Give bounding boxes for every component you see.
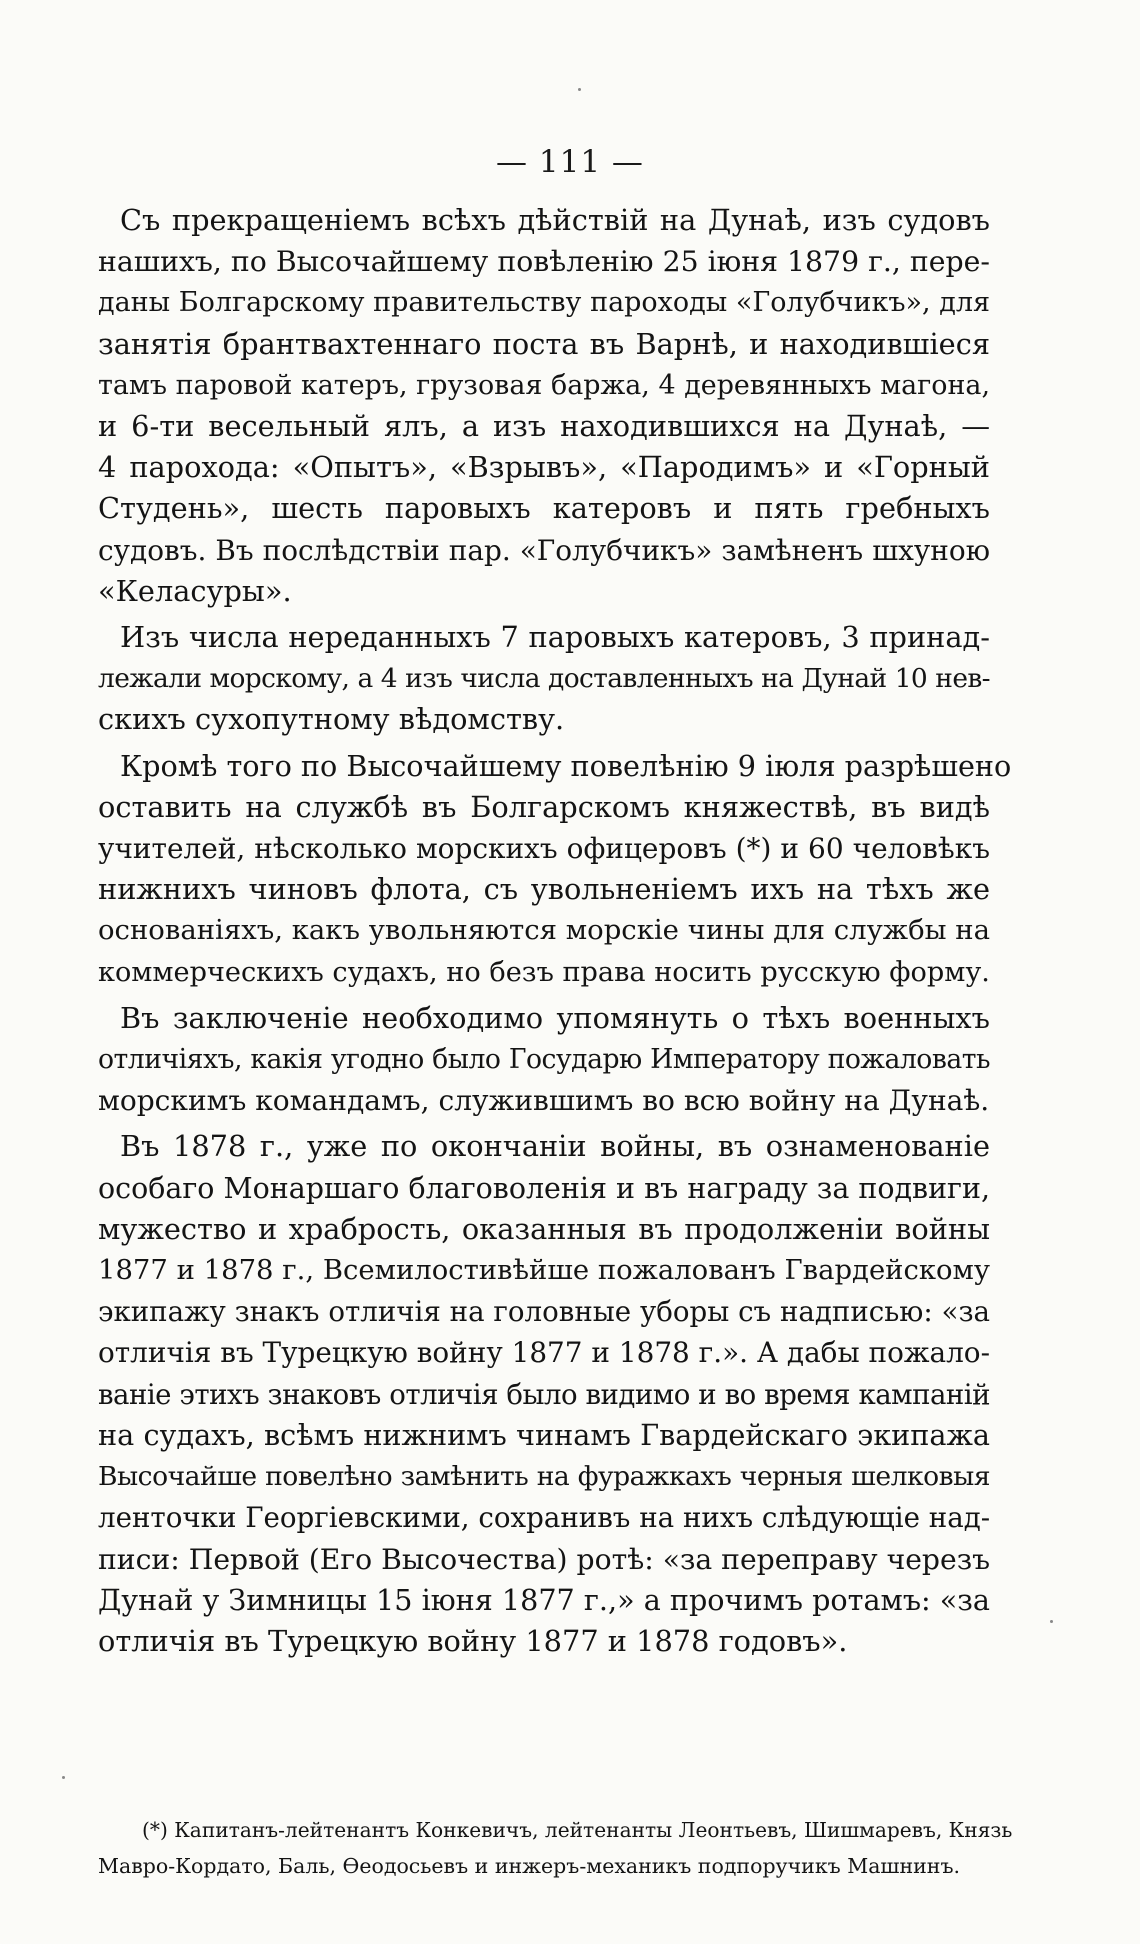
text-line: занятія брантвахтеннаго поста въ Варнѣ, и находившіеся [98,326,990,361]
text-line: морскимъ командамъ, служившимъ во всю войну на Дунаѣ. [98,1084,990,1118]
text-line: отличіяхъ, какія угодно было Государю Императору пожаловать [98,1044,990,1076]
text-line: нашихъ, по Высочайшему повѣленію 25 іюня 1879 г., пере- [98,245,990,279]
text-line: «Келасуры». [98,573,292,608]
text-line: Съ прекращеніемъ всѣхъ дѣйствій на Дунаѣ, изъ судовъ [120,203,990,237]
text-line: даны Болгарскому правительству пароходы «Голубчикъ», для [98,287,990,319]
text-line: отличія въ Турецкую войну 1877 и 1878 годовъ». [98,1623,848,1658]
text-line: нижнихъ чиновъ флота, съ увольненіемъ ихъ на тѣхъ же [98,872,990,907]
text-line: и 6-ти весельный ялъ, а изъ находившихся на Дунаѣ, — [98,409,990,444]
footnote-divider [120,1808,990,1809]
text-line: писи: Первой (Его Высочества) ротѣ: «за переправу черезъ [98,1542,991,1576]
paragraph-5 [98,1126,991,1662]
text-line: судовъ. Въ послѣдствіи пар. «Голубчикъ» замѣненъ шхуною [98,533,990,567]
text-line: отличія въ Турецкую войну 1877 и 1878 г.». А дабы пожало- [98,1336,990,1370]
text-line: лежали морскому, а 4 изъ числа доставленныхъ на Дунай 10 нев- [98,663,990,695]
text-line: на судахъ, всѣмъ нижнимъ чинамъ Гвардейскаго экипажа [98,1417,990,1452]
text-line: скихъ сухопутному вѣдомству. [98,702,565,737]
scan-speck [578,88,581,91]
text-line: Въ 1878 г., уже по окончаніи войны, въ ознаменованіе [120,1129,990,1164]
paragraph-2 [98,617,990,741]
footnote [98,1812,1013,1884]
text-line: тамъ паровой катеръ, грузовая баржа, 4 деревянныхъ магона, [98,369,990,401]
text-line: учителей, нѣсколько морскихъ офицеровъ (*) и 60 человѣкъ [98,832,990,866]
scan-speck [62,1776,65,1779]
text-line: 4 парохода: «Опытъ», «Взрывъ», «Пародимъ» и «Горный [98,450,990,485]
paragraph-3 [98,746,1012,993]
text-line: оставить на службѣ въ Болгарскомъ княжествѣ, въ видѣ [98,789,990,824]
text-line: мужество и храбрость, оказанныя въ продолженіи войны [98,1211,990,1246]
text-line: коммерческихъ судахъ, но безъ права носить русскую форму. [98,956,990,988]
text-line: ленточки Георгіевскими, сохранивъ на нихъ слѣдующіе над- [98,1501,991,1535]
text-line: Дунай у Зимницы 15 іюня 1877 г.,» а прочимъ ротамъ: «за [98,1582,990,1617]
text-line: Кромѣ того по Высочайшему повелѣнію 9 іюля разрѣшено [120,748,1012,783]
text-line: экипажу знакъ отличія на головные уборы съ надписью: «за [98,1295,990,1329]
text-line: ваніе этихъ знаковъ отличія было видимо и во время кампаній [98,1377,990,1411]
text-line: Въ заключеніе необходимо упомянуть о тѣхъ военныхъ [120,1000,990,1035]
text-line: основаніяхъ, какъ увольняются морскіе чины для службы на [98,914,990,947]
body-text [98,200,1012,1667]
paragraph-1 [98,200,990,612]
paragraph-4 [98,998,990,1122]
text-line: 1877 и 1878 г., Всемилостивѣйше пожалованъ Гвардейскому [98,1255,990,1287]
scan-speck [1050,1620,1053,1623]
text-line: Студень», шесть паровыхъ катеровъ и пять гребныхъ [98,491,990,526]
footnote-line: Мавро-Кордато, Баль, Ѳеодосьевъ и инжеръ-механикъ подпоручикъ Машнинъ. [98,1854,961,1878]
page-number: — 111 — [496,144,644,180]
text-line: Высочайше повелѣно замѣнить на фуражкахъ черныя шелковыя [98,1461,990,1493]
text-line: особаго Монаршаго благоволенія и въ награду за подвиги, [98,1171,990,1205]
footnote-line: (*) Капитанъ-лейтенантъ Конкевичъ, лейтенанты Леонтьевъ, Шишмаревъ, Князь [142,1818,1013,1842]
text-line: Изъ числа нереданныхъ 7 паровыхъ катеровъ, 3 принад- [120,620,990,655]
